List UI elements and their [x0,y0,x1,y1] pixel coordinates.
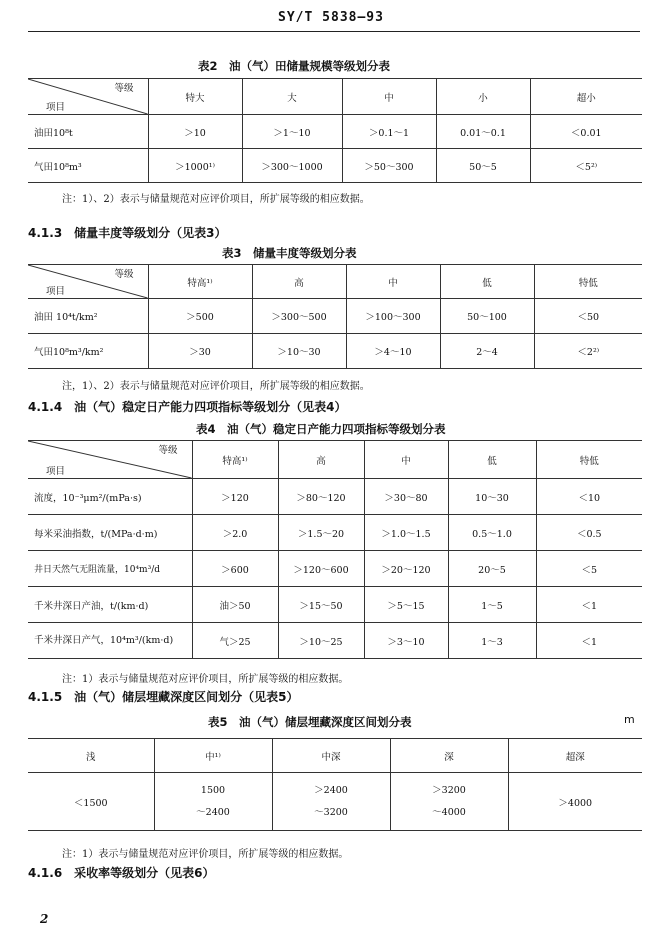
cell: ＞120 [192,479,278,515]
cell: ＜1500 [28,773,154,831]
cell: ＜1 [536,623,642,659]
table5-row [28,773,642,831]
row-label: 气田10⁸m³/km² [28,334,148,369]
table3-col-header: 特低 [534,265,642,299]
table2-col-header: 中 [342,79,436,115]
table4-col-header: 中 [364,441,448,479]
cell: ＞300～1000 [242,149,342,183]
table5-col-header: 浅 [28,739,154,773]
section-4-1-6: 4.1.6 采收率等级划分（见表6） [28,866,215,880]
table5-col-header: 中深 [272,739,390,773]
cell: ＞1.0～1.5 [364,515,448,551]
table4 [28,440,642,659]
cell: 1～3 [448,623,536,659]
table3-row [28,299,642,334]
cell: ＞2.0 [192,515,278,551]
cell: ＞0.1～1 [342,115,436,149]
table3-col-header: 特高¹⁾ [148,265,252,299]
row-label: 气田10⁸m³ [28,149,148,183]
table5-col-header: 中¹⁾ [154,739,272,773]
table4-row [28,551,642,587]
cell: ＞1000¹⁾ [148,149,242,183]
cell: ＞30 [148,334,252,369]
table4-note: 注：1）表示与储量规范对应评价项目，所扩展等级的相应数据。 [62,674,349,685]
cell: 1～5 [448,587,536,623]
cell: 20～5 [448,551,536,587]
cell: 油＞50 [192,587,278,623]
cell: 0.01～0.1 [436,115,530,149]
table2-corner-item: 项目 [46,102,66,113]
cell: ＞1.5～20 [278,515,364,551]
table3-col-header: 低 [440,265,534,299]
table2-caption: 表2 油（气）田储量规模等级划分表 [198,59,390,73]
cell: ＞10～30 [252,334,346,369]
row-label: 井日天然气无阻流量，10⁴m³/d [28,551,192,587]
cell: 2～4 [440,334,534,369]
table2-corner-level: 等级 [114,83,134,94]
cell: ＜1 [536,587,642,623]
cell: ＞2400 ～3200 [272,773,390,831]
cell: ＜2²⁾ [534,334,642,369]
table3-row [28,334,642,369]
table4-col-header: 高 [278,441,364,479]
document-header: SY/T 5838—93 [278,10,384,25]
table3-corner-item: 项目 [46,286,66,297]
table3-col-header: 高 [252,265,346,299]
table4-corner [28,441,192,479]
cell: ＜0.5 [536,515,642,551]
cell: 50～100 [440,299,534,334]
cell: ＞80～120 [278,479,364,515]
table5-col-header: 深 [390,739,508,773]
table2-row [28,149,642,183]
row-label: 油田 10⁴t/km² [28,299,148,334]
table2 [28,78,642,183]
table5-col-header: 超深 [508,739,642,773]
table4-col-header: 特低 [536,441,642,479]
cell: ＜50 [534,299,642,334]
cell: 气＞25 [192,623,278,659]
table5 [28,738,642,831]
table2-col-header: 小 [436,79,530,115]
page-number: 2 [40,912,49,926]
table5-unit: m [624,713,635,726]
table2-col-header: 特大 [148,79,242,115]
cell: ＞1～10 [242,115,342,149]
table4-row [28,515,642,551]
cell: 50～5 [436,149,530,183]
row-label: 千米井深日产油，t/(km·d) [28,587,192,623]
cell: ＜5 [536,551,642,587]
cell: ＞5～15 [364,587,448,623]
row-label: 千米井深日产气，10⁴m³/(km·d) [28,623,192,659]
table4-corner-item: 项目 [46,466,66,477]
cell: ＞4000 [508,773,642,831]
table2-row [28,115,642,149]
table4-row [28,479,642,515]
cell: 10～30 [448,479,536,515]
table4-col-header: 低 [448,441,536,479]
cell: ＞100～300 [346,299,440,334]
table4-corner-level: 等级 [158,445,178,456]
cell: ＜0.01 [530,115,642,149]
cell: ＞20～120 [364,551,448,587]
table3-caption: 表3 储量丰度等级划分表 [222,246,357,260]
cell: ＞300～500 [252,299,346,334]
table3-note: 注，1）、2）表示与储量规范对应评价项目，所扩展等级的相应数据。 [62,381,370,392]
cell: 0.5～1.0 [448,515,536,551]
table2-col-header: 超小 [530,79,642,115]
table2-col-header: 大 [242,79,342,115]
cell: ＞120～600 [278,551,364,587]
section-4-1-3: 4.1.3 储量丰度等级划分（见表3） [28,226,227,240]
cell: ＞600 [192,551,278,587]
table5-caption: 表5 油（气）储层埋藏深度区间划分表 [208,715,412,729]
row-label: 每米采油指数，t/(MPa·d·m) [28,515,192,551]
table3-corner-level: 等级 [114,269,134,280]
table5-note: 注：1）表示与储量规范对应评价项目，所扩展等级的相应数据。 [62,849,349,860]
table3-corner [28,265,148,299]
cell: ＞3～10 [364,623,448,659]
cell: ＞500 [148,299,252,334]
cell: ＞4～10 [346,334,440,369]
table4-row [28,587,642,623]
table3-col-header: 中 [346,265,440,299]
cell: ＜10 [536,479,642,515]
table2-corner [28,79,148,115]
section-4-1-5: 4.1.5 油（气）储层埋藏深度区间划分（见表5） [28,690,299,704]
table2-note: 注：1）、2）表示与储量规范对应评价项目，所扩展等级的相应数据。 [62,194,370,205]
cell: ＞10～25 [278,623,364,659]
header-rule [28,31,640,32]
cell: ＞15～50 [278,587,364,623]
table4-row [28,623,642,659]
table3 [28,264,642,369]
cell: ＜5²⁾ [530,149,642,183]
cell: 1500 ～2400 [154,773,272,831]
table4-caption: 表4 油（气）稳定日产能力四项指标等级划分表 [196,422,446,436]
section-4-1-4: 4.1.4 油（气）稳定日产能力四项指标等级划分（见表4） [28,400,347,414]
cell: ＞50～300 [342,149,436,183]
row-label: 油田10⁸t [28,115,148,149]
cell: ＞3200 ～4000 [390,773,508,831]
row-label: 流度，10⁻³μm²/(mPa·s) [28,479,192,515]
cell: ＞30～80 [364,479,448,515]
cell: ＞10 [148,115,242,149]
table4-col-header: 特高¹⁾ [192,441,278,479]
